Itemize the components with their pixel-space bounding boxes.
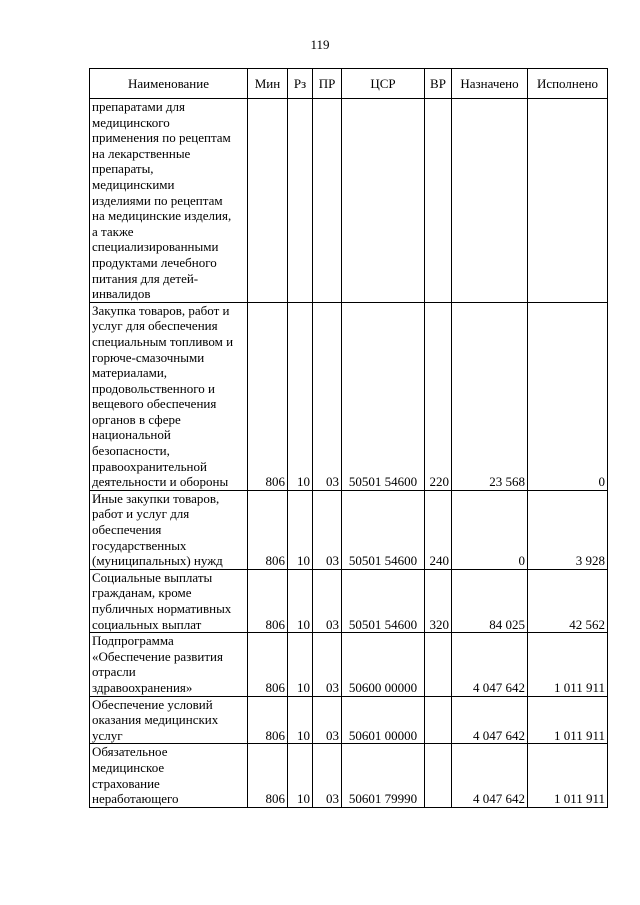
page-number: 119: [310, 37, 330, 52]
row-csr: 50601 79990: [342, 744, 425, 807]
row-name: [90, 569, 248, 632]
table-row: [90, 99, 608, 303]
row-csr: 50601 00000: [342, 696, 425, 744]
row-assigned: 4 047 642: [452, 633, 528, 696]
row-pr: 03: [313, 302, 342, 490]
row-pr: 03: [313, 569, 342, 632]
header-csr: ЦСР: [342, 69, 425, 99]
row-vr: 240: [425, 490, 452, 569]
row-min: 806: [248, 490, 288, 569]
row-name: [90, 490, 248, 569]
row-pr: 03: [313, 633, 342, 696]
row-min: 806: [248, 696, 288, 744]
row-assigned: 4 047 642: [452, 696, 528, 744]
row-rz: 10: [288, 302, 313, 490]
row-assigned: 23 568: [452, 302, 528, 490]
row-assigned: 0: [452, 490, 528, 569]
row-rz: 10: [288, 744, 313, 807]
budget-table: [89, 68, 608, 808]
row-min: 806: [248, 569, 288, 632]
row-rz: 10: [288, 633, 313, 696]
row-vr: [425, 633, 452, 696]
row-pr: 03: [313, 744, 342, 807]
row-name: [90, 744, 248, 807]
row-pr: 03: [313, 696, 342, 744]
row-vr: [425, 696, 452, 744]
row-vr: 320: [425, 569, 452, 632]
row-csr: [342, 99, 425, 303]
row-vr: [425, 99, 452, 303]
row-executed: 3 928: [528, 490, 608, 569]
row-csr: 50501 54600: [342, 569, 425, 632]
row-name: [90, 99, 248, 303]
row-name: [90, 633, 248, 696]
row-pr: [313, 99, 342, 303]
row-executed: [528, 99, 608, 303]
header-executed: Исполнено: [528, 69, 608, 99]
row-min: 806: [248, 302, 288, 490]
row-assigned: 4 047 642: [452, 744, 528, 807]
header-name: Наименование: [90, 69, 248, 99]
row-name-text: Подпрограмма «Обеспечение развития отрасли здравоохранения»: [92, 633, 223, 695]
row-executed: 42 562: [528, 569, 608, 632]
row-vr: 220: [425, 302, 452, 490]
row-assigned: 84 025: [452, 569, 528, 632]
row-rz: [288, 99, 313, 303]
header-vr: ВР: [425, 69, 452, 99]
row-executed: 1 011 911: [528, 696, 608, 744]
row-rz: 10: [288, 569, 313, 632]
row-executed: 1 011 911: [528, 744, 608, 807]
row-csr: 50501 54600: [342, 490, 425, 569]
header-rz: Рз: [288, 69, 313, 99]
header-min: Мин: [248, 69, 288, 99]
table-row: [90, 633, 608, 696]
row-min: 806: [248, 633, 288, 696]
header-assigned: Назначено: [452, 69, 528, 99]
row-name-text: Обязательное медицинское страхование неработающего: [92, 744, 179, 807]
row-csr: 50501 54600: [342, 302, 425, 490]
row-executed: 1 011 911: [528, 633, 608, 696]
table-header-row: [90, 69, 608, 99]
row-assigned: [452, 99, 528, 303]
header-pr: ПР: [313, 69, 342, 99]
row-executed: 0: [528, 302, 608, 490]
table-row: [90, 490, 608, 569]
row-name-text: препаратами для медицинского применения по рецептам на лекарственные препараты, медицинскими изделиями по рецептам на медицинские изделия, а также специализированными продуктами лечебного питания для детей- инвалидов: [92, 99, 232, 302]
row-rz: 10: [288, 490, 313, 569]
table-row: [90, 569, 608, 632]
row-name-text: Иные закупки товаров, работ и услуг для обеспечения государственных (муниципальных) нужд: [92, 490, 223, 569]
row-name: [90, 302, 248, 490]
row-name-text: Социальные выплаты гражданам, кроме публичных нормативных социальных выплат: [92, 569, 232, 632]
row-name-text: Закупка товаров, работ и услуг для обеспечения специальным топливом и горюче-смазочными материалами, продовольственного и вещевого обеспечения органов в сфере национальной безопасности, правоохранительной деятельности и обороны: [92, 302, 234, 490]
table-row: [90, 302, 608, 490]
row-name: [90, 696, 248, 744]
row-min: [248, 99, 288, 303]
row-pr: 03: [313, 490, 342, 569]
row-csr: 50600 00000: [342, 633, 425, 696]
row-rz: 10: [288, 696, 313, 744]
row-vr: [425, 744, 452, 807]
row-name-text: Обеспечение условий оказания медицинских услуг: [92, 696, 219, 743]
row-min: 806: [248, 744, 288, 807]
table-row: [90, 696, 608, 744]
table-row: [90, 744, 608, 807]
